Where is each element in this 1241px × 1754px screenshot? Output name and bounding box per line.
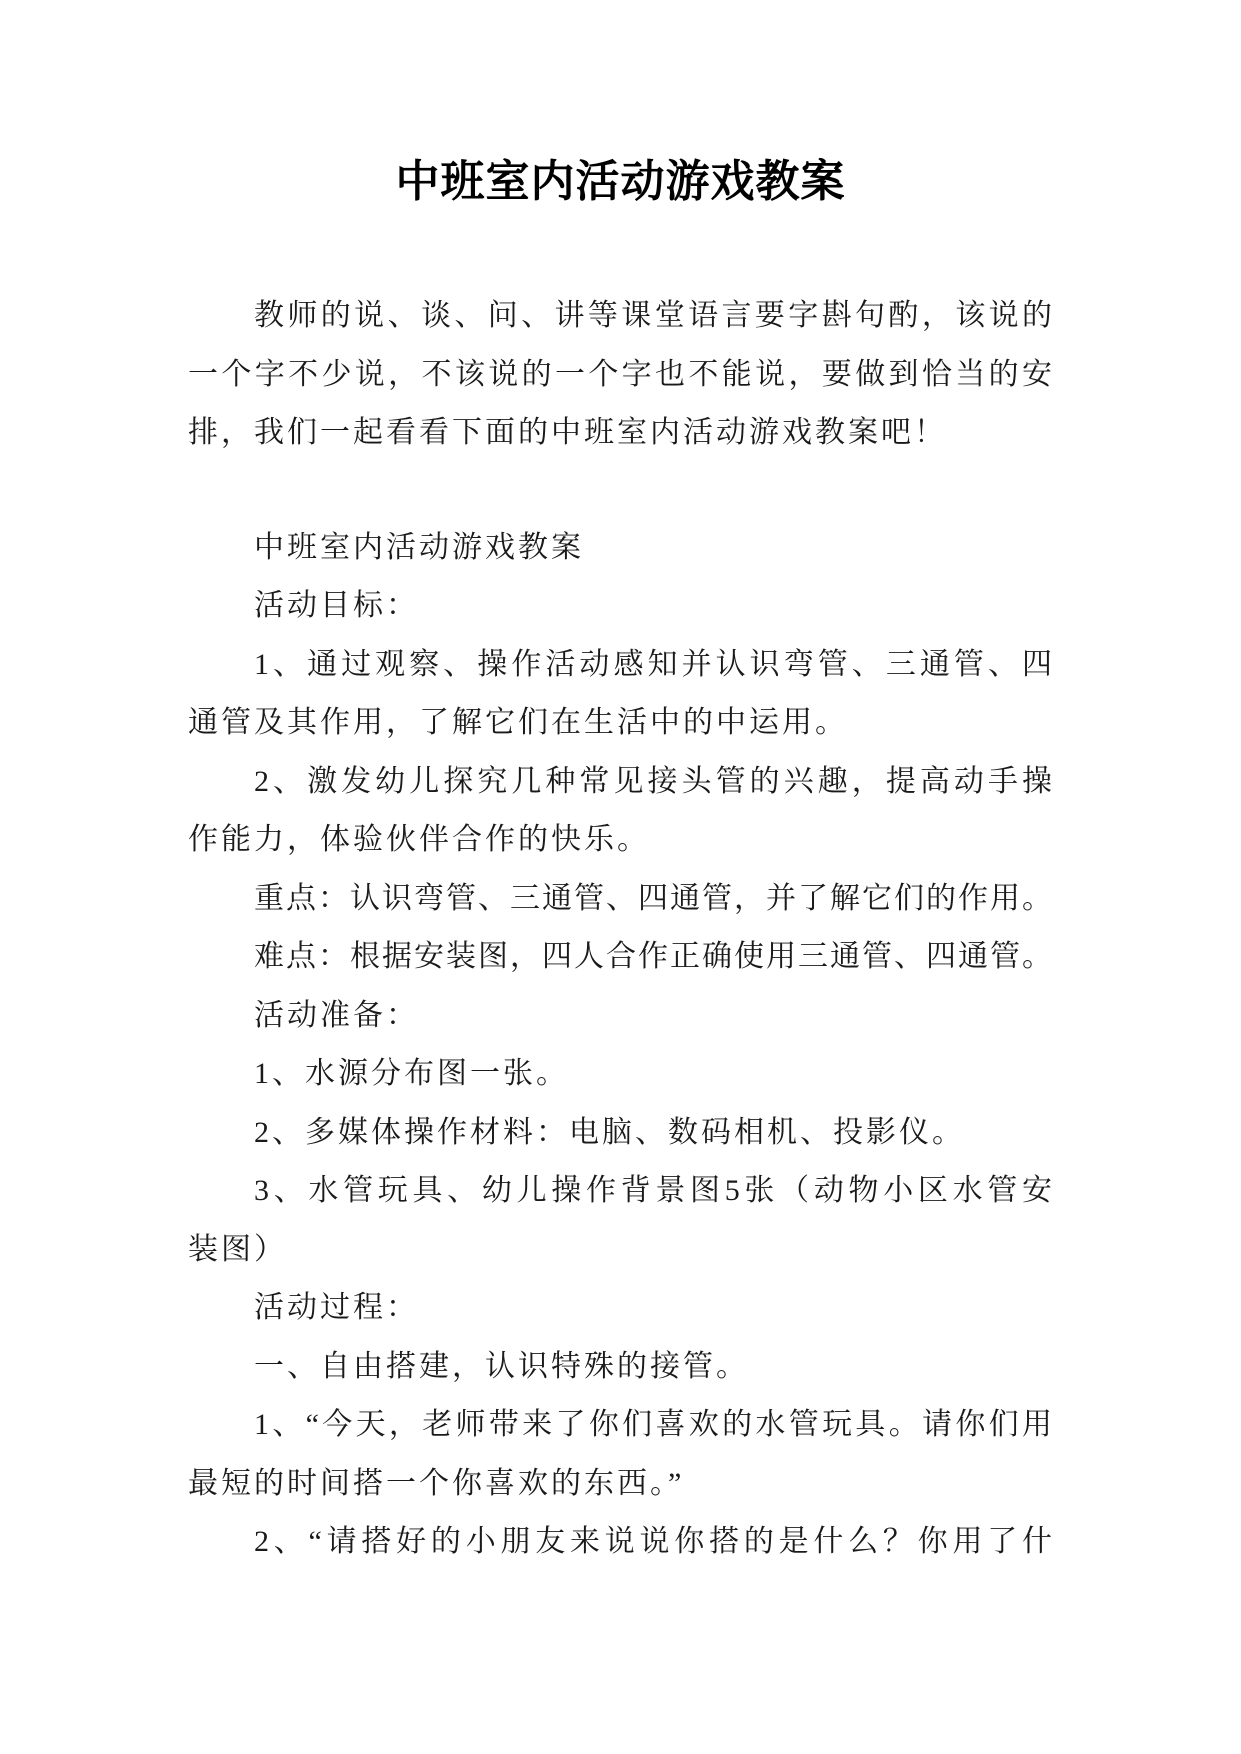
paragraph-line: 排，我们一起看看下面的中班室内活动游戏教案吧！ — [188, 416, 947, 449]
process-heading: 活动过程： — [254, 1291, 419, 1324]
paragraph-line: 作能力，体验伙伴合作的快乐。 — [188, 823, 650, 856]
paragraph-line: 通管及其作用，了解它们在生活中的中运用。 — [188, 706, 848, 739]
paragraph-line: 1、通过观察、操作活动感知并认识弯管、三通管、四 — [254, 647, 1052, 681]
document-title: 中班室内活动游戏教案 — [395, 156, 846, 207]
prep-heading: 活动准备： — [254, 998, 419, 1032]
paragraph-line: 2、“请搭好的小朋友来说说你搭的是什么？你用了什 — [254, 1525, 1052, 1558]
goal-item — [188, 636, 1052, 753]
document-body — [188, 287, 1052, 1572]
prep-item — [188, 1045, 1052, 1104]
section-subtitle: 中班室内活动游戏教案 — [254, 530, 584, 564]
paragraph-line: 3、水管玩具、幼儿操作背景图5张（动物小区水管安 — [254, 1174, 1052, 1207]
paragraph-line: 1、“今天，老师带来了你们喜欢的水管玩具。请你们用 — [254, 1408, 1052, 1441]
key-point: 重点：认识弯管、三通管、四通管，并了解它们的作用。 — [254, 881, 1052, 915]
process-item — [188, 1513, 1052, 1572]
paragraph-line: 一个字不少说，不该说的一个字也不能说，要做到恰当的安 — [188, 357, 1052, 391]
process-item — [188, 1338, 1052, 1397]
goal-item — [188, 753, 1052, 870]
prep-item — [188, 1162, 1052, 1279]
paragraph-line: 1、水源分布图一张。 — [254, 1057, 569, 1090]
paragraph-line: 2、激发幼儿探究几种常见接头管的兴趣，提高动手操 — [254, 764, 1052, 798]
paragraph-line: 装图） — [188, 1232, 287, 1266]
paragraph-line: 一、自由搭建，认识特殊的接管。 — [254, 1349, 749, 1383]
blank-line — [188, 463, 1052, 519]
paragraph-line: 教师的说、谈、问、讲等课堂语言要字斟句酌，该说的 — [254, 299, 1052, 332]
process-item — [188, 1396, 1052, 1513]
goals-heading: 活动目标： — [254, 589, 419, 622]
paragraph-line: 2、多媒体操作材料：电脑、数码相机、投影仪。 — [254, 1115, 965, 1149]
intro-paragraph — [188, 287, 1052, 463]
difficulty-point: 难点：根据安装图，四人合作正确使用三通管、四通管。 — [254, 940, 1052, 973]
prep-item — [188, 1104, 1052, 1163]
paragraph-line: 最短的时间搭一个你喜欢的东西。” — [188, 1466, 685, 1500]
